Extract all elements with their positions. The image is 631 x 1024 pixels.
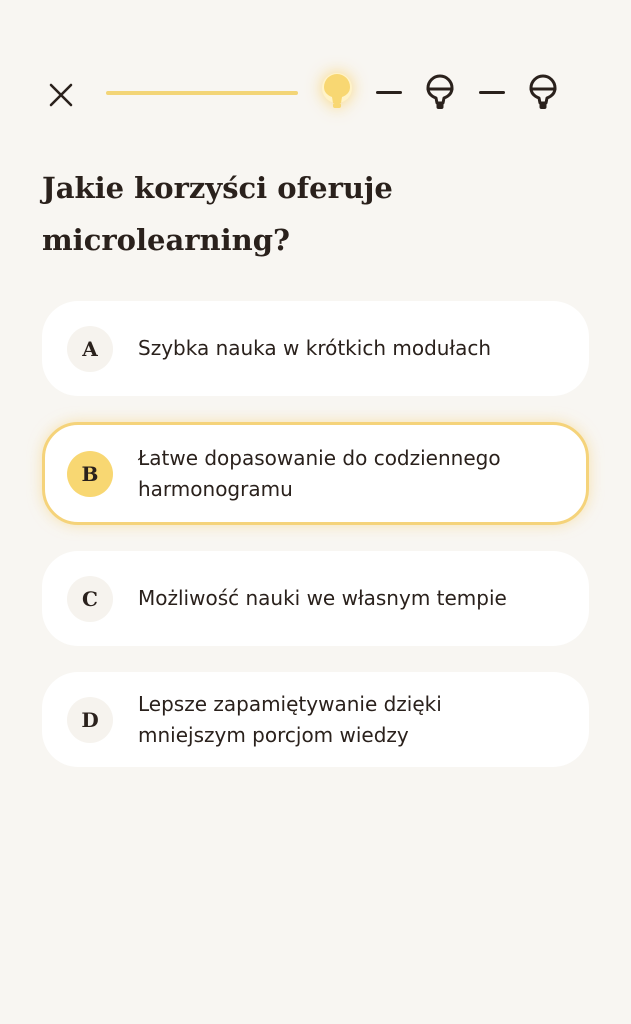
progress-bar-filled	[106, 91, 298, 95]
answer-option-d[interactable]	[42, 672, 589, 767]
progress-dash	[376, 91, 402, 94]
option-text: Lepsze zapamiętywanie dzięki mniejszym porcjom wiedzy	[138, 691, 442, 747]
option-letter: C	[67, 576, 113, 622]
close-button[interactable]	[40, 74, 82, 116]
close-icon	[49, 83, 73, 107]
answer-option-b[interactable]	[42, 422, 589, 525]
lightbulb-icon	[523, 70, 563, 116]
answer-options	[42, 301, 589, 793]
option-letter: A	[67, 326, 113, 372]
progress-indicator	[106, 62, 566, 124]
option-letter: D	[67, 697, 113, 743]
question-title: Jakie korzyści oferuje microlearning?	[42, 171, 393, 257]
option-text: Szybka nauka w krótkich modułach	[138, 336, 492, 360]
option-text: Możliwość nauki we własnym tempie	[138, 586, 507, 610]
lightbulb-icon	[317, 70, 357, 116]
answer-option-c[interactable]	[42, 551, 589, 646]
option-letter: B	[67, 451, 113, 497]
answer-option-a[interactable]	[42, 301, 589, 396]
lightbulb-icon	[420, 70, 460, 116]
progress-dash	[479, 91, 505, 94]
option-text: Łatwe dopasowanie do codziennego harmonogramu	[138, 445, 501, 501]
